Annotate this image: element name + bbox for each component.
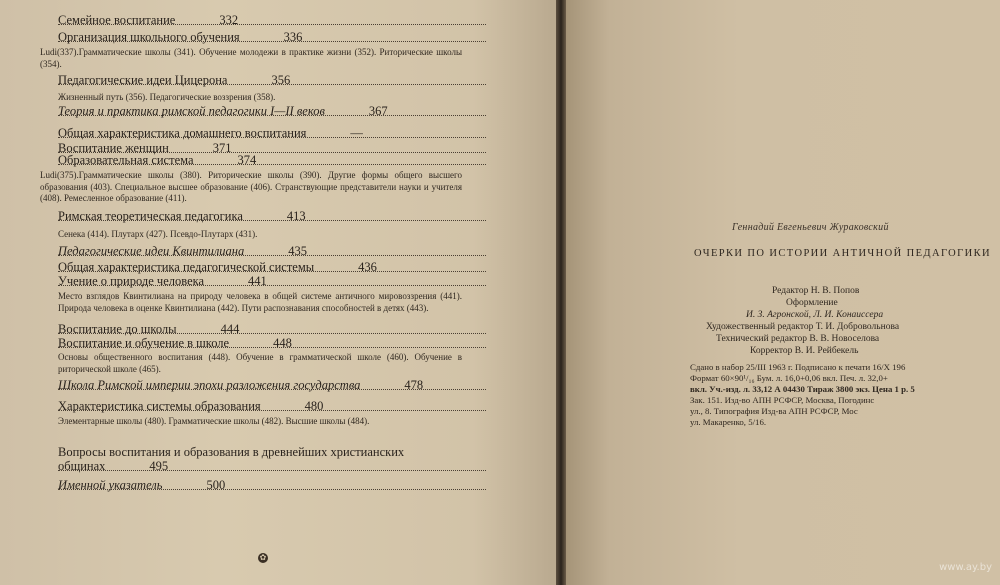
toc-entry-title: Римская теоретическая педагогика: [58, 209, 243, 223]
toc-entry-title: Вопросы воспитания и образования в древнейших христианских: [58, 445, 405, 459]
tech-editor-line: Технический редактор В. В. Новоселова: [716, 334, 880, 344]
toc-page-number: 367: [368, 104, 388, 118]
toc-entry-title: Педагогические идеи Цицерона: [58, 73, 228, 87]
toc-entry: [58, 322, 486, 337]
toc-page-number: 448: [273, 336, 292, 350]
toc-page-number: 495: [149, 459, 169, 473]
toc-entry: [58, 153, 486, 168]
toc-page-number: 436: [358, 260, 377, 274]
print-info-line: вкл. Уч.-изд. л. 33,12 А 04430 Тираж 3800 экз. Цена 1 р. 5: [690, 384, 915, 394]
toc-entry-title: Характеристика системы образования: [58, 399, 261, 413]
toc-entry-title: Учение о природе человека: [58, 274, 205, 288]
toc-entry: [58, 13, 486, 28]
toc-entry-title: Образовательная система: [58, 153, 194, 167]
toc-page-number: 444: [220, 322, 240, 336]
toc-entry: [58, 378, 486, 393]
toc-page-number: 356: [271, 73, 291, 87]
toc-entry-title: общинах: [58, 459, 106, 473]
toc-entry: [58, 244, 486, 259]
right-page-colophon: [566, 0, 1000, 585]
toc-entry-title: Педагогические идеи Квинтилиана: [58, 244, 245, 258]
toc-entry-title: Воспитание до школы: [58, 322, 177, 336]
book-title: ОЧЕРКИ ПО ИСТОРИИ АНТИЧНОЙ ПЕДАГОГИКИ: [694, 248, 992, 259]
toc-entry-title: Теория и практика римской педагогики I—II веков: [58, 104, 325, 118]
toc-entry: [58, 399, 486, 414]
author-name: Геннадий Евгеньевич Жураковский: [732, 222, 889, 233]
toc-entry-title: Общая характеристика педагогической системы: [58, 260, 315, 274]
toc-entry-title: Семейное воспитание: [58, 13, 176, 27]
toc-page-number: 441: [248, 274, 267, 288]
book-gutter: [556, 0, 566, 585]
print-info-line: ул. Макаренко, 5/16.: [690, 417, 767, 427]
design-label: Оформление: [786, 298, 838, 308]
toc-page-number: 500: [206, 478, 226, 492]
toc-subtopics: Сенека (414). Плутарх (427). Псевдо-Плутарх (431).: [58, 229, 258, 239]
print-info-line: Зак. 151. Изд-во АПН РСФСР, Москва, Погодинс: [690, 395, 875, 405]
toc-entry: [58, 126, 486, 141]
toc-subtopics: Основы общественного воспитания (448). Обучение в грамматической школе (460). Обучение в риторической школе (465).: [58, 352, 462, 374]
toc-entry-title: Воспитание женщин: [58, 141, 169, 155]
toc-entry: [58, 209, 486, 224]
toc-page-number: 336: [283, 30, 303, 44]
toc-page-number: —: [350, 126, 363, 140]
site-watermark: www.ay.by: [939, 562, 992, 573]
toc-entry-title: Именной указатель: [58, 478, 163, 492]
toc-entry: [58, 73, 486, 88]
toc-entry-title: Организация школьного обучения: [58, 30, 240, 44]
toc-page-number: 413: [286, 209, 306, 223]
toc-page-number: 480: [304, 399, 324, 413]
print-info-line: ул., 8. Типография Изд-ва АПН РСФСР, Мос: [690, 406, 858, 416]
toc-entry-title: Школа Римской империи эпохи разложения государства: [58, 378, 361, 392]
designers-line: И. З. Агронской, Л. И. Конаиссера: [746, 310, 884, 320]
toc-entry-line-1: [58, 445, 486, 460]
toc-page-number: 332: [219, 13, 239, 27]
toc-subtopics: Место взглядов Квинтилиана на природу человека в общей системе античного мировоззрения (441). Природа человека в оценке Квинтилиана (442). Пути распознавания способностей в детях (443).: [58, 291, 462, 313]
toc-page-number: 374: [237, 153, 257, 167]
toc-entry: [58, 260, 486, 275]
art-editor-line: Художественный редактор Т. И. Добровольнова: [706, 322, 900, 332]
proofreader-line: Корректор В. И. Рейбекель: [750, 346, 859, 356]
toc-entry: [58, 478, 486, 493]
toc-entry: [58, 459, 486, 474]
toc-entry-title: Общая характеристика домашнего воспитания: [58, 126, 307, 140]
toc-entry-title: Воспитание и обучение в школе: [58, 336, 230, 350]
toc-page-number: 478: [404, 378, 424, 392]
print-info-line: Формат 60×90¹/₁₆ Бум. л. 16,0+0,06 вкл. Печ. л. 32,0+: [690, 373, 888, 383]
toc-subtopics: Ludi(375).Грамматические школы (380). Риторические школы (390). Другие формы общего высшего образования (403). Специальное высшее образование (406). Странствующие представители науки и учителя (408). Ремесленное образование (411).: [40, 170, 462, 203]
toc-page-number: 435: [288, 244, 308, 258]
toc-entry: [58, 336, 486, 351]
toc-entry: [58, 104, 486, 119]
editor-line: Редактор Н. В. Попов: [772, 286, 860, 296]
toc-entry: [58, 30, 486, 45]
print-info-line: Сдано в набор 25/III 1963 г. Подписано к печати 16/X 196: [690, 362, 906, 372]
toc-page-number: 371: [212, 141, 232, 155]
toc-subtopics: Жизненный путь (356). Педагогические воззрения (358).: [58, 92, 276, 102]
printer-ornament-icon: ✿: [259, 553, 267, 562]
toc-subtopics: Элементарные школы (480). Грамматические школы (482). Высшие школы (484).: [58, 416, 370, 426]
toc-subtopics: Ludi(337).Грамматические школы (341). Обучение молодежи в практике жизни (352). Риторические школы (354).: [40, 47, 462, 69]
toc-entry: [58, 274, 486, 289]
